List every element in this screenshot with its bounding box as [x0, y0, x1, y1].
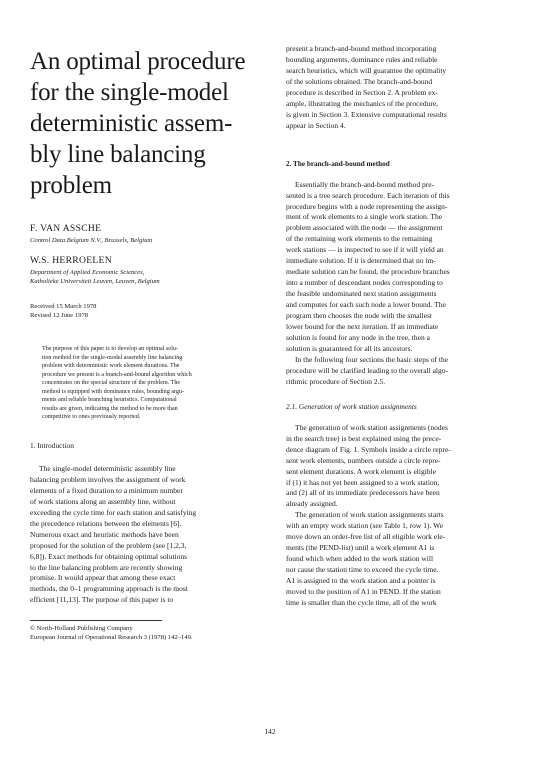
author-affiliation [30, 268, 268, 286]
introduction-text [30, 464, 268, 606]
body-line: sent element durations. A work element is eligible [286, 466, 436, 476]
body-line: proposed for the solution of the problem (see [1,2,3, [30, 540, 187, 550]
received-date: Received 15 March 1978 [30, 303, 97, 310]
author-affiliation [30, 236, 268, 245]
abstract-line: problem with deterministic work element durations. The [42, 363, 180, 370]
title-line: deterministic assem- [30, 110, 233, 137]
body-line: and (2) all of its immediate predecessors have been [286, 488, 440, 498]
body-line: work stations — is inspected to see if it will yield an [286, 245, 444, 255]
body-line: not cause the station time to exceed the cycle time. [286, 565, 439, 575]
body-line: balancing problem involves the assignment of work [30, 474, 186, 484]
body-line: search heuristics, which will guarantee the optimality [286, 65, 447, 75]
title-line: for the single-model [30, 79, 229, 106]
title-line: An optimal procedure [30, 48, 246, 75]
article-dates [30, 302, 268, 320]
body-line: of work stations along an assembly line, without [30, 496, 176, 506]
section2-text [286, 180, 522, 388]
body-line: procedure begins with a node representing the assign- [286, 201, 448, 211]
body-line: methods, the 0–1 programming approach is the most [30, 584, 188, 594]
body-line: and computes for each such node a lower bound. The [286, 300, 446, 310]
body-line: of the solutions obtained. The branch-and-bound [286, 76, 433, 86]
body-line: into a number of descendant nodes corresponding to [286, 278, 443, 288]
page-number: 142 [264, 727, 276, 736]
affiliation-line: Katholieke Universiteit Leuven, Leuven, Belgium [30, 278, 160, 285]
body-line: if (1) it has not yet been assigned to a work station, [286, 477, 440, 487]
body-line: A1 is assigned to the work station and a pointer is [286, 576, 436, 586]
body-line: ment of work elements to a single work station. The [286, 212, 443, 222]
body-line: of the remaining work elements to the remaining [286, 234, 433, 244]
body-line: lower bound for the next iteration. If an immediate [286, 322, 439, 332]
body-line: move down an order-free list of all eligible work ele- [286, 532, 446, 542]
body-line: dence diagram of Fig. 1. Symbols inside a circle repre- [286, 444, 451, 454]
body-line: rithmic procedure of Section 2.5. [286, 376, 386, 386]
copyright-line: © North-Holland Publishing Company [30, 625, 133, 633]
title-line: problem [30, 172, 112, 199]
abstract-line: The purpose of this paper is to develop an optimal solu- [42, 346, 179, 352]
body-line: already assigned. [286, 499, 338, 509]
body-line: found which when added to the work station will [286, 554, 434, 564]
body-line: time is smaller than the cycle time, all of the work [286, 597, 437, 607]
subsection-heading: 2.1. Generation of work station assignments [286, 401, 417, 411]
left-column [30, 44, 268, 642]
footnote-rule [30, 620, 162, 621]
body-line: immediate solution. If it is determined that no im- [286, 256, 436, 266]
body-line: appear in Section 4. [286, 120, 346, 130]
body-line: Essentially the branch-and-bound method pre- [295, 179, 435, 189]
body-line: The generation of work station assignments (nodes [295, 422, 448, 432]
body-line: to the line balancing problem are recently showing [30, 562, 183, 572]
body-line: program then chooses the node with the smallest [286, 311, 433, 321]
body-line: solution is guaranteed for all its ancestors. [286, 343, 413, 353]
abstract-line: procedure we present is a branch-and-bound algorithm which [42, 371, 192, 378]
body-line: sented is a tree search procedure. Each iteration of this [286, 190, 450, 200]
body-line: The single-model deterministic assembly line [39, 463, 176, 473]
body-line: solution is found for any node in the tree, then a [286, 332, 430, 342]
body-line: sent work elements, numbers outside a circle repre- [286, 455, 441, 465]
section-heading-introduction: 1. Introduction [30, 440, 74, 450]
abstract-line: concentrates on the special structure of the problem. The [42, 380, 181, 387]
body-line: procedure is described in Section 2. A problem ex- [286, 87, 438, 97]
body-line: promise. It would appear that among these exact [30, 573, 176, 583]
affiliation-line: Control Data Belgium N.V., Brussels, Belgium [30, 237, 153, 244]
body-line: is given in Section 3. Extensive computational results [286, 109, 447, 119]
body-line: mediate solution can be found, the procedure branches [286, 267, 450, 277]
body-line: moved to the position of A1 in PEND. If the station [286, 587, 441, 597]
intro-continuation [286, 44, 522, 132]
body-line: problem associated with the node — the assignment [286, 223, 443, 233]
footnote [30, 624, 268, 642]
abstract-line: tion method for the single-model assembly line balancing [42, 354, 183, 361]
body-line: with an empty work station (see Table 1, row 1). We [286, 521, 443, 531]
author-name: F. VAN ASSCHE [30, 223, 102, 234]
abstract-line: ments and reliable branching heuristics. Computational [42, 397, 177, 404]
abstract-line: method is equipped with dominance rules, bounding argu- [42, 388, 185, 395]
right-column [286, 44, 522, 609]
body-line: procedure will be clarified leading to the overall algo- [286, 365, 449, 375]
section-heading-branch-and-bound: 2. The branch-and-bound method [286, 159, 390, 168]
body-line: 6,8]). Exact methods for obtaining optimal solutions [30, 551, 188, 561]
article-title [30, 46, 268, 201]
abstract [30, 345, 268, 422]
body-line: present a branch-and-bound method incorporating [286, 44, 437, 53]
body-line: ample, illustrating the mechanics of the procedure, [286, 98, 439, 108]
subsection-text [286, 423, 522, 609]
body-line: bounding arguments, dominance rules and reliable [286, 54, 438, 64]
body-line: efficient [11,13]. The purpose of this paper is to [30, 595, 174, 605]
title-line: bly line balancing [30, 141, 206, 168]
body-line: the feasible undominated next station assignments [286, 289, 437, 299]
body-line: In the following four sections the basic steps of the [295, 354, 449, 364]
body-line: in the search tree) is best explained using the prece- [286, 433, 442, 443]
affiliation-line: Department of Applied Economic Sciences, [30, 269, 145, 276]
body-line: elements of a fixed duration to a minimum number [30, 485, 183, 495]
body-line: the precedence relations between the elements [6]. [30, 518, 182, 528]
body-line: Numerous exact and heuristic methods have been [30, 529, 179, 539]
body-line: The generation of work station assignments starts [295, 510, 444, 520]
body-line: ments (the PEND-list) until a work element A1 is [286, 543, 435, 553]
journal-citation: European Journal of Operational Research 3 (1978) 142–149. [30, 634, 193, 642]
body-line: exceeding the cycle time for each station and satisfying [30, 507, 197, 517]
author-name: W.S. HERROELEN [30, 255, 112, 266]
abstract-line: competitive to ones previously reported. [42, 414, 141, 421]
revised-date: Revised 12 June 1978 [30, 312, 89, 319]
abstract-line: results are given, indicating the method to be more than [42, 405, 178, 412]
